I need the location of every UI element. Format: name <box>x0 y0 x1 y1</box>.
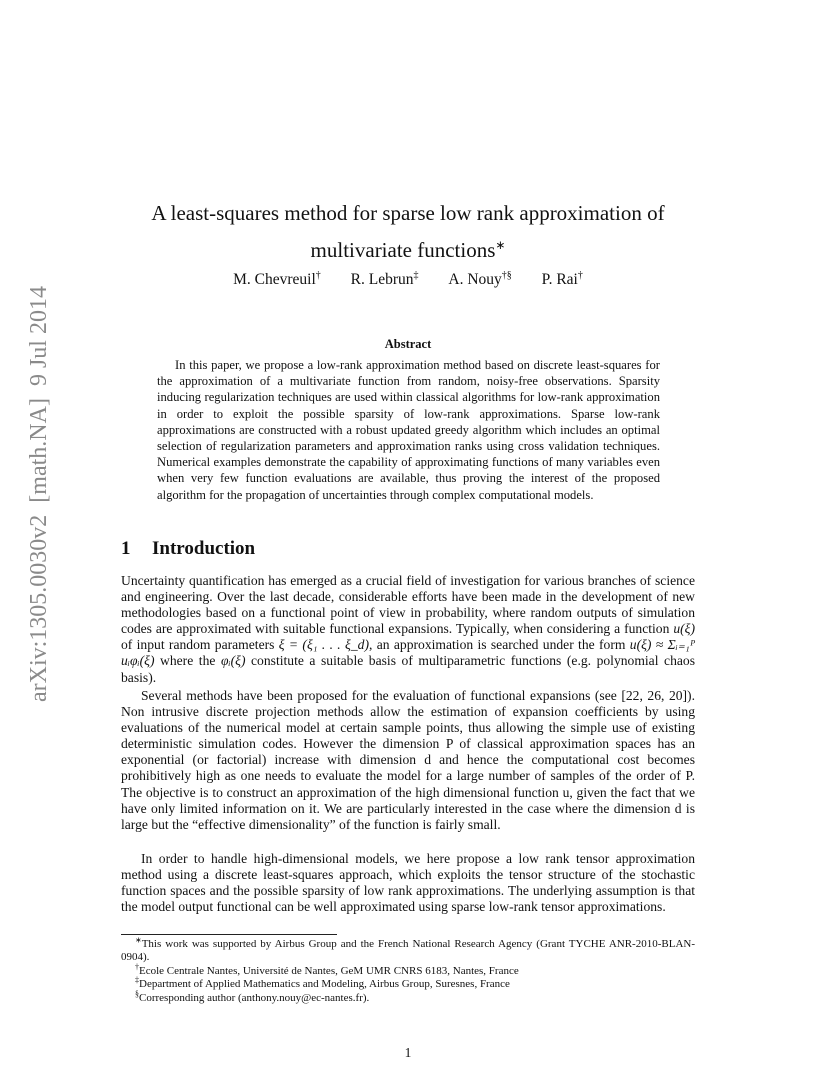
author: P. Rai† <box>541 270 583 289</box>
body-paragraph: In order to handle high-dimensional models, we here propose a low rank tensor approximation method using a discrete least-squares approach, which exploits the tensor structure of the stochastic function spaces and the possible sparsity of low rank approximations. The underlying assumption is that the model output functional can be well approximated using sparse low-rank tensor approximations. <box>121 851 695 915</box>
inline-math: ξ = (ξ₁ . . . ξ_d) <box>278 637 369 653</box>
author: R. Lebrun‡ <box>350 270 419 289</box>
footnote: ∗This work was supported by Airbus Group and the French National Research Agency (Grant TYCHE ANR-2010-BLAN-0904). <box>121 935 695 964</box>
footnote-divider <box>121 934 337 935</box>
paper-title <box>121 197 695 266</box>
body-paragraph: Several methods have been proposed for the evaluation of functional expansions (see [22, 26, 20]). Non intrusive discrete projection methods allow the estimation of expansion coefficients by using evaluations of the numerical model at certain sample points, thus allowing the simple use of existing deterministic simulation codes. However the dimension P of classical approximation spaces has an exponential (or factorial) increase with dimension d and hence the computational cost becomes prohibitively high as one needs to evaluate the model for a large number of samples of the order of P. The objective is to construct an approximation of the high dimensional function u, given the fact that we have only limited information on it. We are particularly interested in the case where the dimension d is large but the “effective dimensionality” of the function is fairly small. <box>121 688 695 832</box>
footnote: ‡Department of Applied Mathematics and Modeling, Airbus Group, Suresnes, France <box>135 975 510 991</box>
page-number: 1 <box>404 1045 412 1060</box>
inline-math: u(ξ) <box>673 621 695 637</box>
section-heading <box>121 538 695 560</box>
section-title: Introduction <box>152 538 256 559</box>
abstract-heading: Abstract <box>384 337 432 351</box>
title-line-1: A least-squares method for sparse low rank approximation of <box>151 201 665 225</box>
inline-math: φᵢ(ξ) <box>220 653 246 669</box>
section-number: 1 <box>121 538 131 559</box>
footnote: §Corresponding author (anthony.nouy@ec-nantes.fr). <box>135 988 370 1004</box>
author-list <box>121 270 695 289</box>
arxiv-identifier-text: arXiv:1305.0030v2 [math.NA] 9 Jul 2014 <box>26 286 52 702</box>
body-paragraph: Uncertainty quantification has emerged as a crucial field of investigation for various branches of science and engineering. Over the last decade, considerable efforts have been made in the development of new methodologies based on a functional point of view in probability, where random outputs of simulation codes are approximated with suitable functional expansions. Typically, when considering a function u(ξ) of input random parameters ξ = (ξ₁ . . . ξ_d), an approximation is searched under the form u(ξ) ≈ Σᵢ₌₁ᴾ uᵢφᵢ(ξ) where the φᵢ(ξ) constitute a suitable basis of multiparametric functions (e.g. polynomial chaos basis). <box>121 573 695 685</box>
author: A. Nouy†§ <box>448 270 512 289</box>
title-footnote-mark: ∗ <box>495 238 506 252</box>
title-line-2: multivariate functions <box>310 238 496 262</box>
arxiv-identifier-stamp <box>0 0 80 1072</box>
inline-math: u(ξ) ≈ Σᵢ₌₁ᴾ uᵢφᵢ(ξ) <box>121 637 695 669</box>
abstract-body: In this paper, we propose a low-rank approximation method based on discrete least-squares for the approximation of a multivariate function from random, noisy-free observations. Sparsity inducing regularization techniques are used within classical algorithms for low-rank approximation in order to exploit the possible sparsity of low-rank approximations. Sparse low-rank approximations are constructed with a robust updated greedy algorithm which includes an optimal selection of regularization parameters and approximation ranks using cross validation techniques. Numerical examples demonstrate the capability of approximating functions of many variables even when very few function evaluations are available, thus proving the interest of the proposed algorithm for the propagation of uncertainties through complex computational models. <box>157 358 660 502</box>
author: M. Chevreuil† <box>233 270 321 289</box>
footnotes <box>121 935 695 1005</box>
footnote: †Ecole Centrale Nantes, Université de Nantes, GeM UMR CNRS 6183, Nantes, France <box>135 962 519 977</box>
